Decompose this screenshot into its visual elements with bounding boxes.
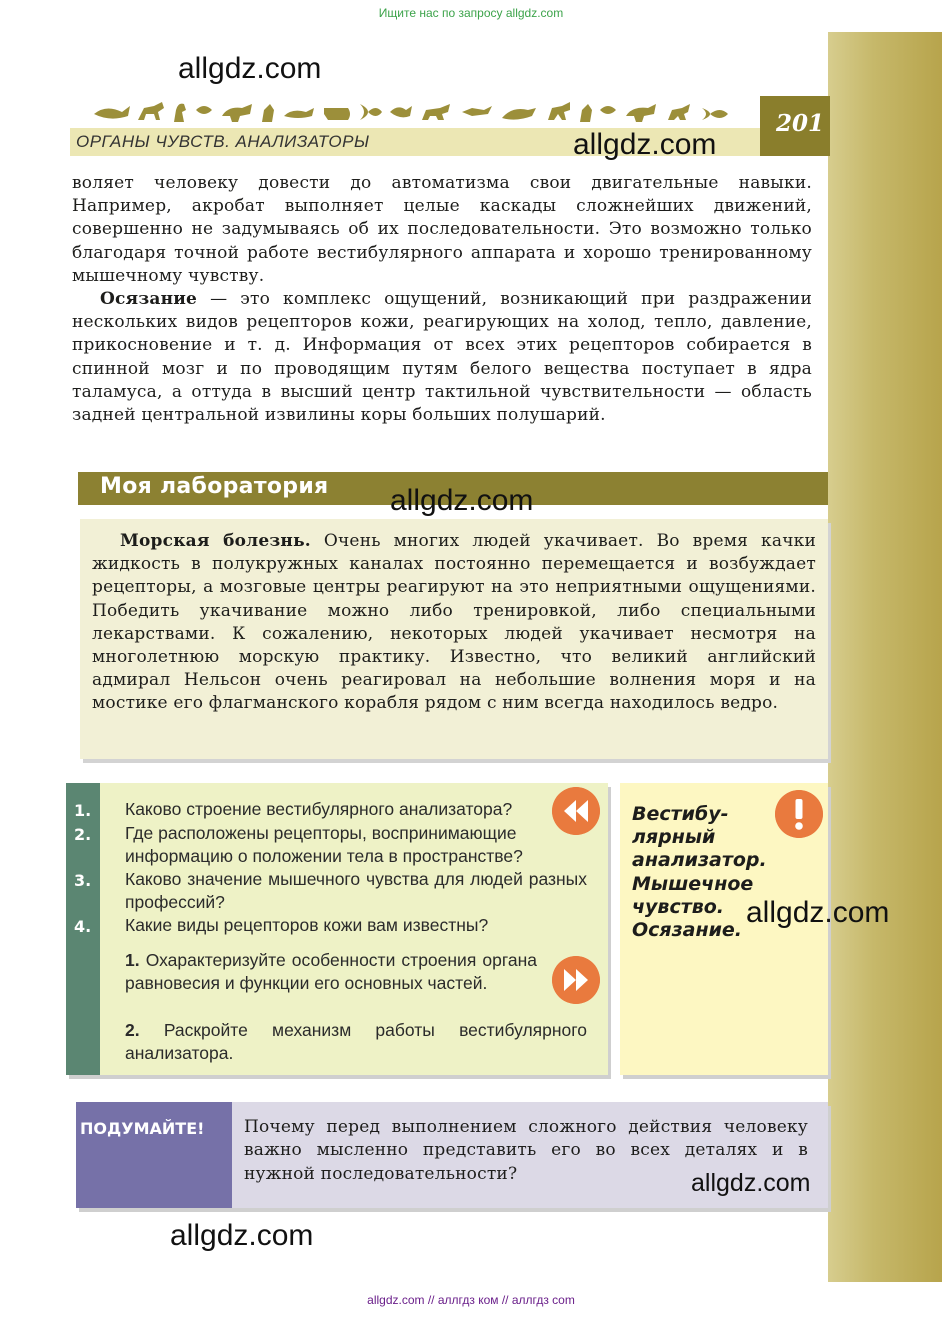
question-text: Каково строение вестибулярного анализатора? bbox=[125, 799, 513, 819]
key-term-line: анализатор. bbox=[632, 849, 767, 872]
lab-text bbox=[92, 530, 816, 716]
animal-silhouettes-strip bbox=[92, 98, 752, 126]
key-term-line: Осязание. bbox=[632, 919, 743, 942]
advanced-question-text: Охарактеризуйте особенности строения органа равновесия и функции его основных частей. bbox=[125, 950, 537, 994]
body-paragraph-text: — это комплекс ощущений, возникающий при раздражении нескольких видов рецепторов кожи, реагирующих на холод, тепло, давление, прикосновение и т. д. Информация от всех этих рецепторов собирается в спинной мозг и по проводящим путям белого вещества поступает в ядра таламуса, а оттуда в высший центр тактильной чувствительности — область задней центральной извилины коры больших полушарий. bbox=[72, 289, 812, 426]
advanced-question-number: 2. bbox=[125, 1020, 140, 1040]
advanced-question-number: 1. bbox=[125, 950, 140, 970]
think-label: ПОДУМАЙТЕ! bbox=[80, 1119, 205, 1138]
question-number: 4. bbox=[74, 917, 92, 936]
watermark: allgdz.com bbox=[178, 52, 322, 85]
term-tactile: Осязание bbox=[100, 289, 198, 310]
page-number: 201 bbox=[775, 110, 824, 137]
key-term-line: чувство. bbox=[632, 895, 725, 918]
body-paragraph bbox=[72, 288, 812, 427]
watermark: allgdz.com bbox=[390, 484, 534, 517]
lab-title: Моя лаборатория bbox=[100, 474, 329, 499]
question-number: 3. bbox=[74, 871, 92, 890]
question-number: 1. bbox=[74, 801, 92, 820]
page-edge-band bbox=[828, 32, 942, 1282]
body-text bbox=[72, 172, 812, 427]
question-text: Какие виды рецепторов кожи вам известны? bbox=[125, 915, 489, 935]
fast-forward-icon bbox=[552, 956, 600, 1004]
watermark: allgdz.com bbox=[573, 128, 717, 161]
think-question: Почему перед выполнением сложного действия человеку важно мысленно представить его во всех деталях и в нужной последовательности? bbox=[244, 1117, 808, 1184]
key-term-line: лярный bbox=[632, 826, 716, 849]
top-banner[interactable]: Ищите нас по запросу allgdz.com bbox=[378, 6, 564, 20]
watermark: allgdz.com bbox=[691, 1169, 811, 1197]
advanced-question-text: Раскройте механизм работы вестибулярного анализатора. bbox=[125, 1020, 587, 1064]
key-term-line: Мышечное bbox=[632, 872, 754, 895]
think-tag bbox=[76, 1102, 232, 1208]
exclamation-icon bbox=[775, 790, 823, 838]
bottom-banner[interactable]: allgdz.com // аллгдз ком // аллгдз com bbox=[367, 1293, 575, 1307]
lab-term: Морская болезнь. bbox=[120, 531, 311, 551]
body-paragraph: воляет человеку довести до автоматизма свои двигательные навыки. Например, акробат выполняет целые каскады сложнейших движений, совершенно не задумываясь об их последовательности. Это возможно только благодаря точной работе вестибулярного аппарата и хорошо тренированному мышечному чувству. bbox=[72, 173, 812, 286]
key-term-line: Вестибу- bbox=[632, 803, 729, 825]
watermark: allgdz.com bbox=[746, 896, 890, 929]
rewind-icon bbox=[552, 787, 600, 835]
question-text: Где расположены рецепторы, воспринимающие информацию о положении тела в пространстве? bbox=[125, 823, 523, 867]
question-number: 2. bbox=[74, 825, 92, 844]
advanced-question bbox=[125, 1019, 587, 1066]
watermark: allgdz.com bbox=[170, 1219, 314, 1252]
question-text: Каково значение мышечного чувства для людей разных профессий? bbox=[125, 869, 587, 913]
advanced-question bbox=[125, 949, 537, 996]
section-title: ОРГАНЫ ЧУВСТВ. АНАЛИЗАТОРЫ bbox=[76, 132, 370, 151]
lab-body: Очень многих людей укачивает. Во время качки жидкость в полукружных каналах постоянно перемещается и возбуждает рецепторы, а мозговые центры реагируют на это неприятными ощущениями. Победить укачивание можно либо тренировкой, либо специальными лекарствами. К сожалению, некоторых людей укачивает несмотря на многолетнюю морскую практику. Известно, что великий английский адмирал Нельсон очень реагировал на небольшие волнения моря и на мостике его флагманского корабля рядом с ним всегда находилось ведро. bbox=[92, 531, 816, 714]
